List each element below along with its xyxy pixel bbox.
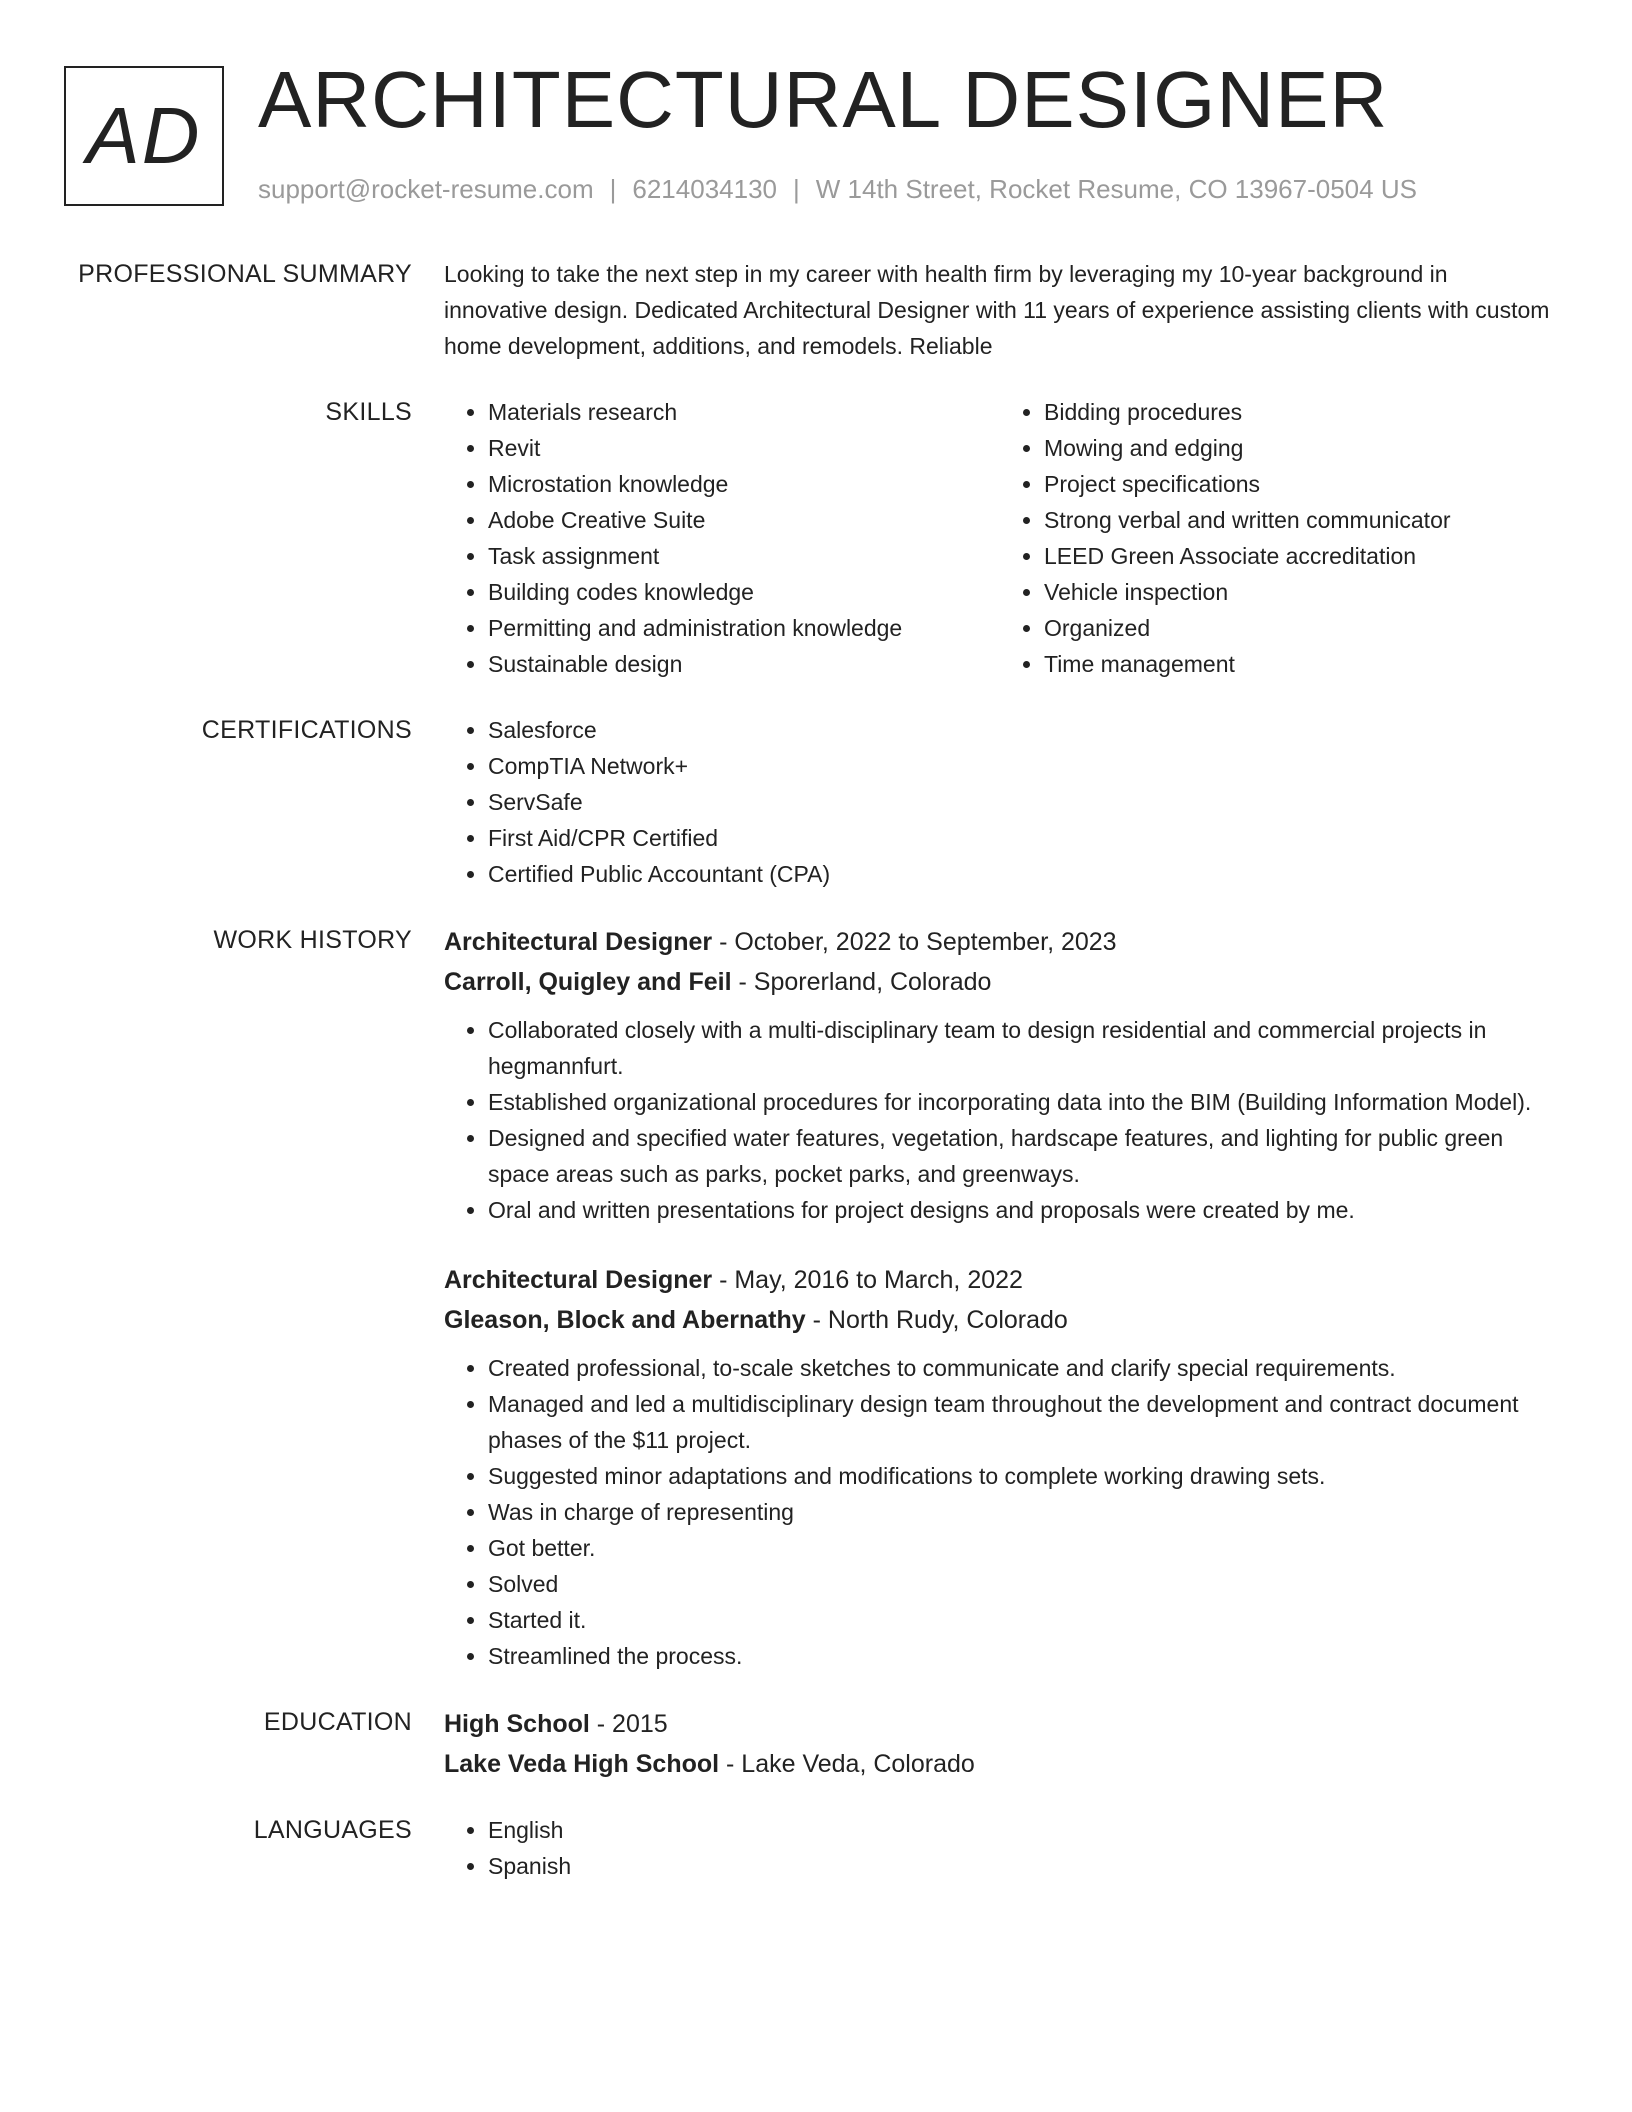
certification-item: • CompTIA Network+ [488,748,1556,784]
job-company: Carroll, Quigley and Feil [444,968,732,996]
page-title: ARCHITECTURAL DESIGNER [258,55,1389,144]
section-label: PROFESSIONAL SUMMARY [78,260,412,288]
skill-item: • Adobe Creative Suite [488,502,1000,538]
contact-phone: 6214034130 [632,174,777,204]
skills-list-left [444,394,1000,682]
contact-separator: | [793,174,800,204]
job-bullets [444,1012,1556,1228]
job-title: Architectural Designer [444,928,713,956]
languages-section [0,1812,1632,1884]
contact-line [258,174,1417,205]
certification-item: • First Aid/CPR Certified [488,820,1556,856]
section-label: SKILLS [325,398,412,426]
monogram-logo: AD [64,66,224,206]
contact-address: W 14th Street, Rocket Resume, CO 13967-0504 US [815,174,1417,204]
education-degree-line [444,1704,1556,1744]
resume-sections [0,256,1632,1884]
job-dates: - May, 2016 to March, 2022 [712,1266,1023,1294]
job-bullet: • Solved [488,1566,1556,1602]
summary-text: Looking to take the next step in my career with health firm by leveraging my 10-year background in innovative design. Dedicated Architectural Designer with 11 years of experience assisting clients with custom home development, additions, and remodels. Reliable [444,261,1550,359]
section-content [444,1812,1556,1884]
language-item: • English [488,1812,1556,1848]
job-entry [444,1260,1556,1674]
job-company: Gleason, Block and Abernathy [444,1306,806,1334]
job-company-line [444,962,1556,1002]
certifications-section [0,712,1632,892]
job-entry [444,922,1556,1228]
section-label: CERTIFICATIONS [201,716,412,744]
certification-item: • Salesforce [488,712,1556,748]
job-bullet: • Collaborated closely with a multi-disciplinary team to design residential and commercial projects in hegmannfurt. [488,1012,1556,1084]
skill-item: • Permitting and administration knowledge [488,610,1000,646]
contact-separator: | [609,174,617,204]
section-content [444,712,1556,892]
education-school-line [444,1744,1556,1784]
job-title-line [444,922,1556,962]
education-school: Lake Veda High School [444,1750,720,1778]
job-bullet: • Was in charge of representing [488,1494,1556,1530]
language-item: • Spanish [488,1848,1556,1884]
job-bullet: • Started it. [488,1602,1556,1638]
job-location: - Sporerland, Colorado [731,968,992,996]
skill-item: • LEED Green Associate accreditation [1044,538,1556,574]
job-bullet: • Created professional, to-scale sketches to communicate and clarify special requirements. [488,1350,1556,1386]
job-bullet: • Established organizational procedures for incorporating data into the BIM (Building Information Model). [488,1084,1556,1120]
job-location: - North Rudy, Colorado [805,1306,1068,1334]
job-dates: - October, 2022 to September, 2023 [712,928,1117,956]
job-bullet: • Managed and led a multidisciplinary design team throughout the development and contract document phases of the $11 project. [488,1386,1556,1458]
summary-section [0,256,1632,364]
job-bullets [444,1350,1556,1674]
skill-item: • Task assignment [488,538,1000,574]
contact-email: support@rocket-resume.com [258,174,594,204]
skill-item: • Time management [1044,646,1556,682]
skill-item: • Vehicle inspection [1044,574,1556,610]
job-bullet: • Got better. [488,1530,1556,1566]
certifications-list [444,712,1556,892]
skill-item: • Project specifications [1044,466,1556,502]
job-company-line [444,1300,1556,1340]
section-content [444,1704,1556,1784]
skills-section [0,394,1632,682]
skills-grid [444,394,1556,682]
education-location: - Lake Veda, Colorado [719,1750,975,1778]
certification-item: • ServSafe [488,784,1556,820]
section-label: LANGUAGES [253,1816,412,1844]
education-year: - 2015 [589,1710,668,1738]
certification-item: • Certified Public Accountant (CPA) [488,856,1556,892]
job-title-line [444,1260,1556,1300]
job-bullet: • Suggested minor adaptations and modifications to complete working drawing sets. [488,1458,1556,1494]
job-bullet: • Streamlined the process. [488,1638,1556,1674]
skill-item: • Microstation knowledge [488,466,1000,502]
education-section [0,1704,1632,1784]
skill-item: • Materials research [488,394,1000,430]
job-title: Architectural Designer [444,1266,713,1294]
skills-list-right [1000,394,1556,682]
skill-item: • Revit [488,430,1000,466]
section-label: WORK HISTORY [213,926,412,954]
job-bullet: • Designed and specified water features, vegetation, hardscape features, and lighting for public green space areas such as parks, pocket parks, and greenways. [488,1120,1556,1192]
skill-item: • Mowing and edging [1044,430,1556,466]
skill-item: • Organized [1044,610,1556,646]
skill-item: • Strong verbal and written communicator [1044,502,1556,538]
section-content [444,256,1556,364]
work-history-section [0,922,1632,1674]
education-degree: High School [444,1710,590,1738]
section-content [444,922,1556,1674]
skill-item: • Building codes knowledge [488,574,1000,610]
skill-item: • Bidding procedures [1044,394,1556,430]
section-label: EDUCATION [263,1708,412,1736]
job-bullet: • Oral and written presentations for project designs and proposals were created by me. [488,1192,1556,1228]
languages-list [444,1812,1556,1884]
skill-item: • Sustainable design [488,646,1000,682]
